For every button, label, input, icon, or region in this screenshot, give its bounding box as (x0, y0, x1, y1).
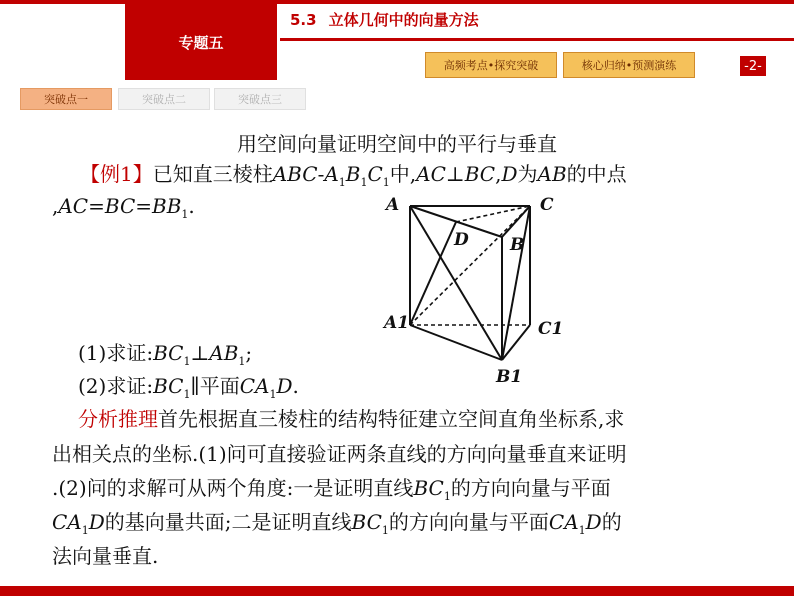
label-A: A (386, 195, 400, 215)
analysis-label: 分析推理 (78, 407, 158, 431)
subnav-point-3[interactable]: 突破点三 (214, 88, 306, 110)
label-A1: A1 (384, 313, 410, 333)
prism-figure (380, 190, 580, 385)
label-B: B (510, 235, 525, 255)
page-heading: 用空间向量证明空间中的平行与垂直 (237, 132, 557, 156)
subnav-point-2[interactable]: 突破点二 (118, 88, 210, 110)
topic-block: 专题五 (125, 4, 277, 80)
tab-core-summary[interactable]: 核心归纳•预测演练 (563, 52, 695, 78)
analysis-line-5: 法向量垂直. (52, 544, 159, 568)
analysis-line-1: 分析推理首先根据直三棱柱的结构特征建立空间直角坐标系,求 (78, 407, 625, 431)
label-C: C (540, 195, 554, 215)
label-B1: B1 (496, 367, 523, 385)
example-label: 【例1】 (80, 162, 153, 186)
example-line-2: $,AC=BC=BB_1$. (52, 194, 195, 221)
top-rule (0, 0, 794, 4)
label-C1: C1 (538, 319, 564, 339)
question-2: (2)求证$:BC_1\parallel$平面$CA_1D$. (78, 374, 299, 401)
label-D: D (454, 230, 469, 250)
page-number: -2- (740, 56, 766, 76)
subnav-point-1[interactable]: 突破点一 (20, 88, 112, 110)
example-line-1: 【例1】已知直三棱柱ABC-$A_1B_1C_1$中,AC⊥BC,D为AB的中点 (80, 162, 627, 189)
tab-high-frequency[interactable]: 高频考点•探究突破 (425, 52, 557, 78)
section-title (290, 9, 491, 30)
bottom-rule (0, 586, 794, 596)
analysis-line-2: 出相关点的坐标.(1)问可直接验证两条直线的方向向量垂直来证明 (52, 442, 627, 466)
header-line (280, 38, 794, 41)
analysis-line-4: $CA_1D$的基向量共面;二是证明直线$BC_1$的方向向量与平面$CA_1D$的 (52, 510, 622, 537)
section-number: 5.3 (290, 11, 317, 29)
analysis-line-3: .(2)问的求解可从两个角度:一是证明直线$BC_1$的方向向量与平面 (52, 476, 611, 503)
section-name: 立体几何中的向量方法 (328, 11, 479, 29)
question-1: (1)求证$:BC_1\perp AB_1$; (78, 341, 253, 368)
